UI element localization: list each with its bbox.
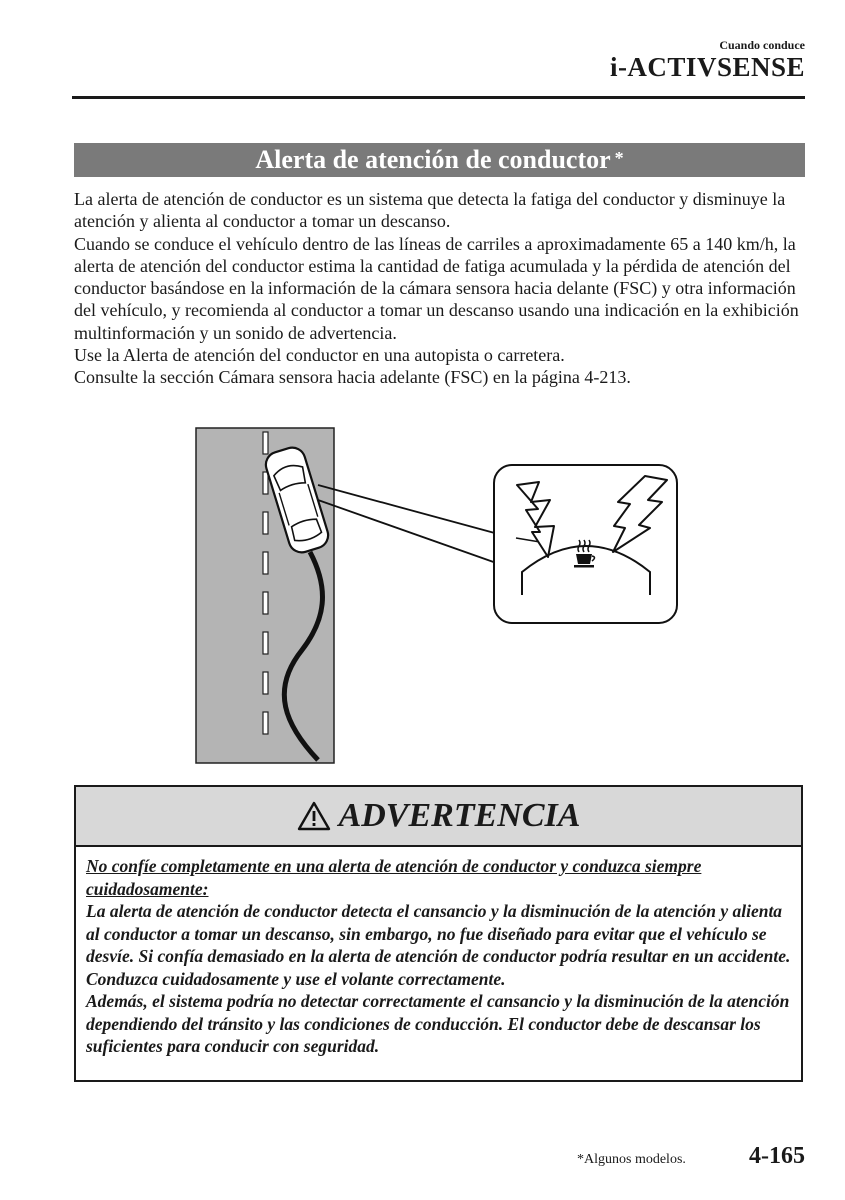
header-subtitle: Cuando conduce	[719, 38, 805, 52]
warning-header	[76, 787, 801, 847]
warning-box	[74, 785, 803, 1082]
warning-body	[76, 847, 801, 1058]
body-paragraph: Cuando se conduce el vehículo dentro de las líneas de carriles a aproximadamente 65 a 140 km/h, la alerta de atención del conductor estima la cantidad de fatiga acumulada y la pérdida de atención del conductor basándose en la información de la cámara sensora hacia delante (FSC) y otra información del vehículo, y recomienda al conductor a tomar un descanso usando una indicación en la exhibición multinformación y un sonido de advertencia.	[74, 233, 799, 343]
body-paragraph: Consulte la sección Cámara sensora hacia adelante (FSC) en la página 4-213.	[74, 367, 631, 388]
warning-paragraph: La alerta de atención de conductor detecta el cansancio y la disminución de la atención y alienta al conductor a tomar un descanso, sin embargo, no fue diseñado para evitar que el vehículo se desvíe. Si confía demasiado en la alerta de atención de conductor podría resultar en un accidente. Conduzca cuidadosamente y use el volante correctamente.	[86, 901, 791, 989]
body-paragraph: Use la Alerta de atención del conductor en una autopista o carretera.	[74, 345, 565, 366]
header-title: i-ACTIVSENSE	[609, 52, 805, 82]
warning-triangle-icon	[297, 801, 331, 831]
page-number: 4-165	[749, 1143, 805, 1169]
warning-title: ADVERTENCIA	[338, 797, 581, 834]
section-title: Alerta de atención de conductor	[255, 145, 611, 174]
warning-heading: No confíe completamente en una alerta de atención de conductor y conduzca siempre cuidadosamente:	[86, 856, 702, 899]
body-paragraph: La alerta de atención de conductor es un sistema que detecta la fatiga del conductor y disminuye la atención y alienta al conductor a tomar un descanso.	[74, 189, 786, 232]
section-marker: *	[614, 148, 624, 168]
warning-paragraph: Además, el sistema podría no detectar correctamente el cansancio y la disminución de la atención dependiendo del tránsito y las condiciones de conducción. El conductor debe de descansar los suficientes para conducir con seguridad.	[86, 991, 790, 1056]
footer-note: *Algunos modelos.	[577, 1152, 686, 1167]
